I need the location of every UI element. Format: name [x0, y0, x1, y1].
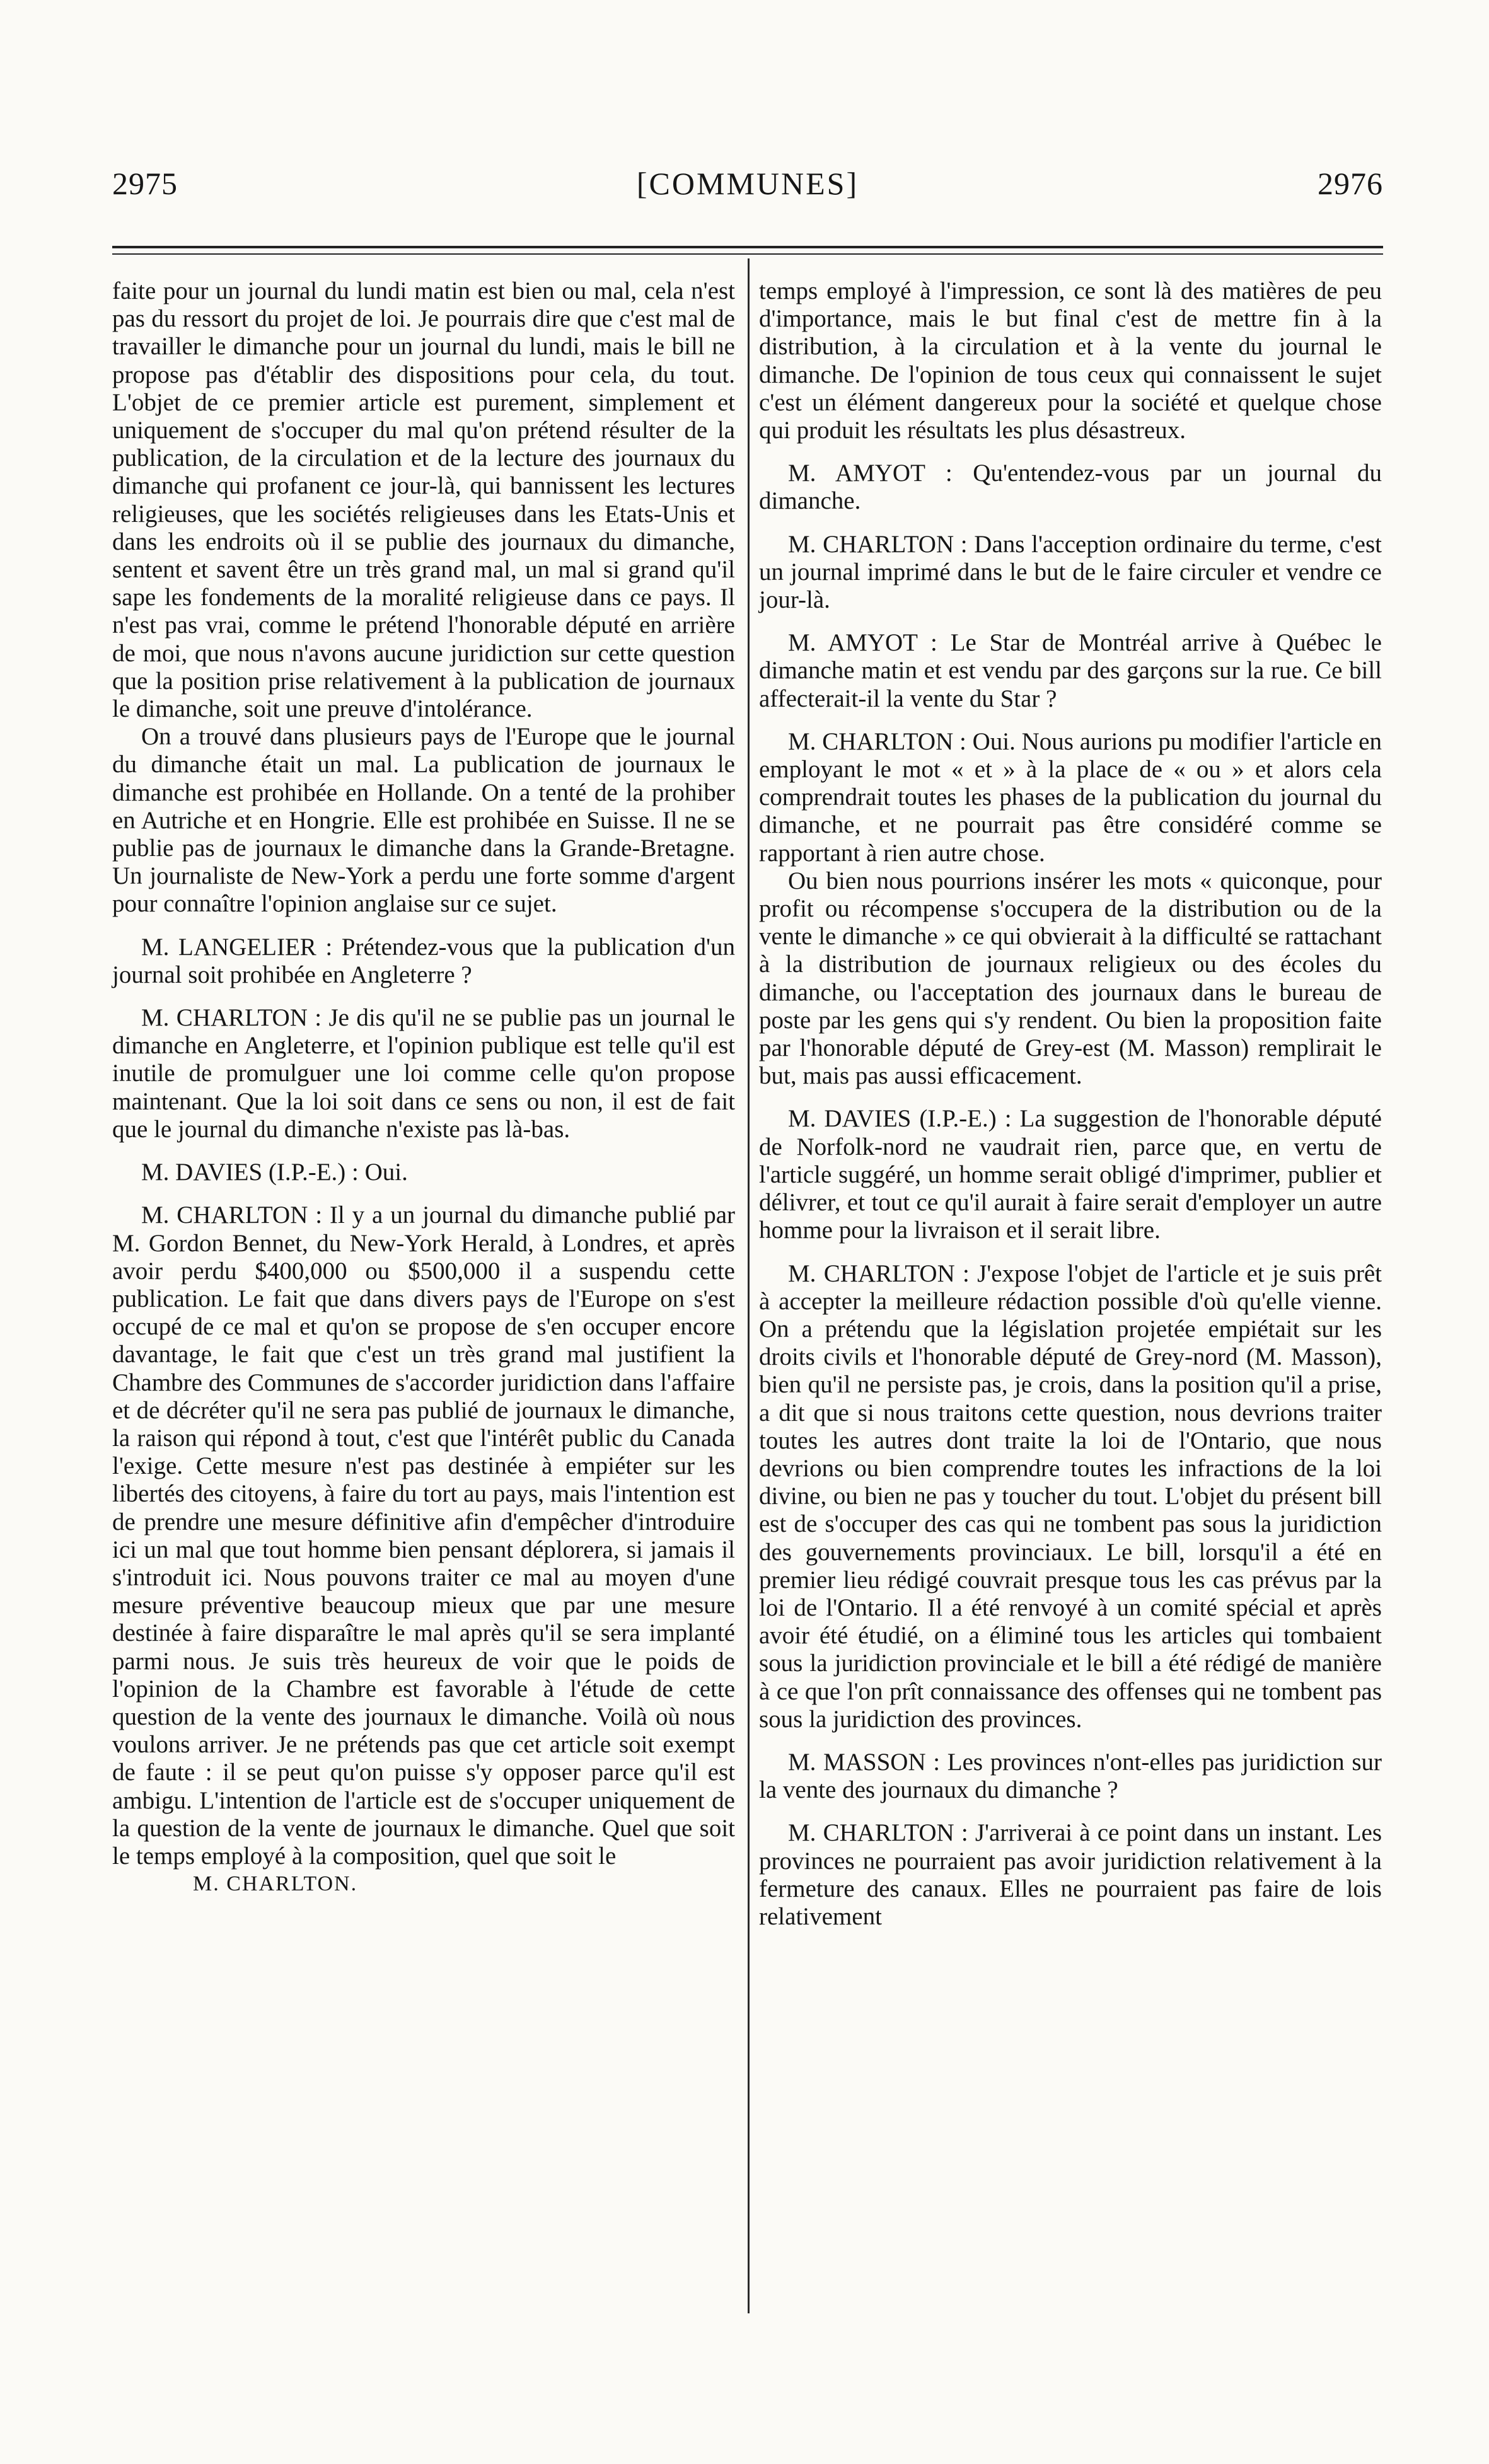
paragraph: M. CHARLTON : Oui. Nous aurions pu modifier l'article en employant le mot « et » à la place de « ou » et alors cela comprendrait toutes les phases de la publication du journal du dimanche, et ne pourrait pas être considéré comme se rapportant à rien autre chose. — [759, 727, 1382, 867]
page-number-left: 2975 — [112, 166, 178, 201]
header-rule-bottom — [112, 253, 1383, 255]
page-number-right: 2976 — [1318, 166, 1383, 201]
signature: M. CHARLTON. — [193, 1872, 358, 1896]
paragraph: M. CHARLTON : J'expose l'objet de l'article et je suis prêt à accepter la meilleure rédaction possible d'où qu'elle vienne. On a prétendu que la législation projetée empiétait sur les droits civils et l'honorable député de Grey-nord (M. Masson), bien qu'il ne persiste pas, je crois, dans la position qu'il a prise, a dit que si nous traitons cette question, nous devrions traiter toutes les autres dont traite la loi de l'Ontario, que nous devrions ou bien comprendre toutes les infractions de la loi divine, ou bien ne pas y toucher du tout. L'objet du présent bill est de s'occuper des cas qui ne tombent pas sous la juridiction des gouvernements provinciaux. Le bill, lorsqu'il a été en premier lieu rédigé couvrait presque tous les cas prévus par la loi de l'Ontario. Il a été renvoyé à un comité spécial et après avoir été étudié, on a éliminé tous les articles qui tombaient sous la juridiction provinciale et le bill a été rédigé de manière à ce que l'on prît connaissance des offenses qui ne tombent pas sous la juridiction des provinces. — [759, 1259, 1382, 1733]
paragraph: Ou bien nous pourrions insérer les mots « quiconque, pour profit ou récompense s'occupera de la distribution ou de la vente le dimanche » ce qui obvierait à la difficulté se rattachant à la distribution de journaux religieux ou des écoles du dimanche, ou l'acceptation des journaux dans le bureau de poste par les gens qui s'y rendent. Ou bien la proposition faite par l'honorable député de Grey-est (M. Masson) remplirait le but, mais pas aussi efficacement. — [759, 867, 1382, 1090]
left-column — [112, 277, 735, 1898]
paragraph: On a trouvé dans plusieurs pays de l'Europe que le journal du dimanche était un mal. La publication de journaux le dimanche est prohibée en Hollande. On a tenté de la prohiber en Autriche et en Hongrie. Elle est prohibée en Suisse. Il ne se publie pas de journaux le dimanche dans la Grande-Bretagne. Un journaliste de New-York a perdu une forte somme d'argent pour connaître l'opinion anglaise sur ce sujet. — [112, 723, 735, 918]
paragraph: M. CHARLTON : Je dis qu'il ne se publie pas un journal le dimanche en Angleterre, et l'opinion publique est telle qu'il est inutile de promulguer une loi comme celle qu'on propose maintenant. Que la loi soit dans ce sens ou non, il est de fait que le journal du dimanche n'existe pas là-bas. — [112, 1004, 735, 1143]
paragraph: M. CHARLTON : Dans l'acception ordinaire du terme, c'est un journal imprimé dans le but de le faire circuler et vendre ce jour-là. — [759, 530, 1382, 614]
paragraph: M. AMYOT : Le Star de Montréal arrive à Québec le dimanche matin et est vendu par des garçons sur la rue. Ce bill affecterait-il la vente du Star ? — [759, 629, 1382, 712]
paragraph: M. DAVIES (I.P.-E.) : La suggestion de l'honorable député de Norfolk-nord ne vaudrait rien, parce que, en vertu de l'article suggéré, un homme serait obligé d'imprimer, publier et délivrer, et tout ce qu'il aurait à faire serait d'employer un autre homme pour la livraison et il serait libre. — [759, 1105, 1382, 1244]
column-divider — [748, 258, 750, 2313]
page-header — [112, 165, 1383, 203]
paragraph: M. CHARLTON : Il y a un journal du dimanche publié par M. Gordon Bennet, du New-York Herald, à Londres, et après avoir perdu $400,000 ou $500,000 il a suspendu cette publication. Le fait que dans divers pays de l'Europe on s'est occupé de ce mal et qu'on se propose de s'en occuper encore davantage, le fait que c'est un très grand mal justifient la Chambre des Communes de s'accorder juridiction dans l'affaire et de décréter qu'il ne sera pas publié de journaux le dimanche, la raison qui répond à tout, c'est que l'intérêt public du Canada l'exige. Cette mesure n'est pas destinée à empiéter sur les libertés des citoyens, à faire du tort au pays, mais l'intention est de prendre une mesure définitive afin d'empêcher d'introduire ici un mal que tout homme bien pensant déplorera, si jamais il s'introduit ici. Nous pouvons traiter ce mal au moyen d'une mesure préventive beaucoup mieux que par une mesure destinée à faire disparaître le mal après qu'il se sera implanté parmi nous. Je suis très heureux de voir que le poids de l'opinion de la Chambre est favorable à l'étude de cette question de la vente des journaux le dimanche. Voilà où nous voulons arriver. Je ne prétends pas que cet article soit exempt de faute : il se peut qu'on puisse s'y opposer parce qu'il est ambigu. L'intention de l'article est de s'occuper uniquement de la question de la vente de journaux le dimanche. Quel que soit le temps employé à la composition, quel que soit le — [112, 1201, 735, 1870]
paragraph: M. LANGELIER : Prétendez-vous que la publication d'un journal soit prohibée en Angleterre ? — [112, 933, 735, 988]
paragraph: temps employé à l'impression, ce sont là des matières de peu d'importance, mais le but final c'est de mettre fin à la distribution, à la circulation et à la vente du journal le dimanche. De l'opinion de tous ceux qui connaissent le sujet c'est un élément dangereux pour la société et quelque chose qui produit les résultats les plus désastreux. — [759, 277, 1382, 444]
header-title: [COMMUNES] — [636, 166, 859, 201]
paragraph: M. MASSON : Les provinces n'ont-elles pas juridiction sur la vente des journaux du dimanche ? — [759, 1748, 1382, 1804]
paragraph: M. DAVIES (I.P.-E.) : Oui. — [141, 1159, 408, 1186]
paragraph: M. CHARLTON : J'arriverai à ce point dans un instant. Les provinces ne pourraient pas avoir juridiction relativement à la fermeture des canaux. Elles ne pourraient pas faire de lois relativement — [759, 1819, 1382, 1930]
header-rule-top — [112, 246, 1383, 248]
right-column — [759, 277, 1382, 1931]
paragraph: faite pour un journal du lundi matin est bien ou mal, cela n'est pas du ressort du projet de loi. Je pourrais dire que c'est mal de travailler le dimanche pour un journal du lundi, mais le bill ne propose pas d'établir des dispositions pour cela, du tout. L'objet de ce premier article est purement, simplement et uniquement de s'occuper du mal qu'on prétend résulter de la publication, de la circulation et de la lecture des journaux du dimanche qui profanent ce jour-là, qui bannissent les lectures religieuses, que les sociétés religieuses dans les Etats-Unis et dans les endroits où il se publie des journaux du dimanche, sentent et savent être un très grand mal, un mal si grand qu'il sape les fondements de la moralité religieuse dans ce pays. Il n'est pas vrai, comme le prétend l'honorable député en arrière de moi, que nous n'avons aucune juridiction sur cette question que la position prise relativement à la publication de journaux le dimanche, soit une preuve d'intolérance. — [112, 277, 735, 723]
paragraph: M. AMYOT : Qu'entendez-vous par un journal du dimanche. — [759, 460, 1382, 515]
